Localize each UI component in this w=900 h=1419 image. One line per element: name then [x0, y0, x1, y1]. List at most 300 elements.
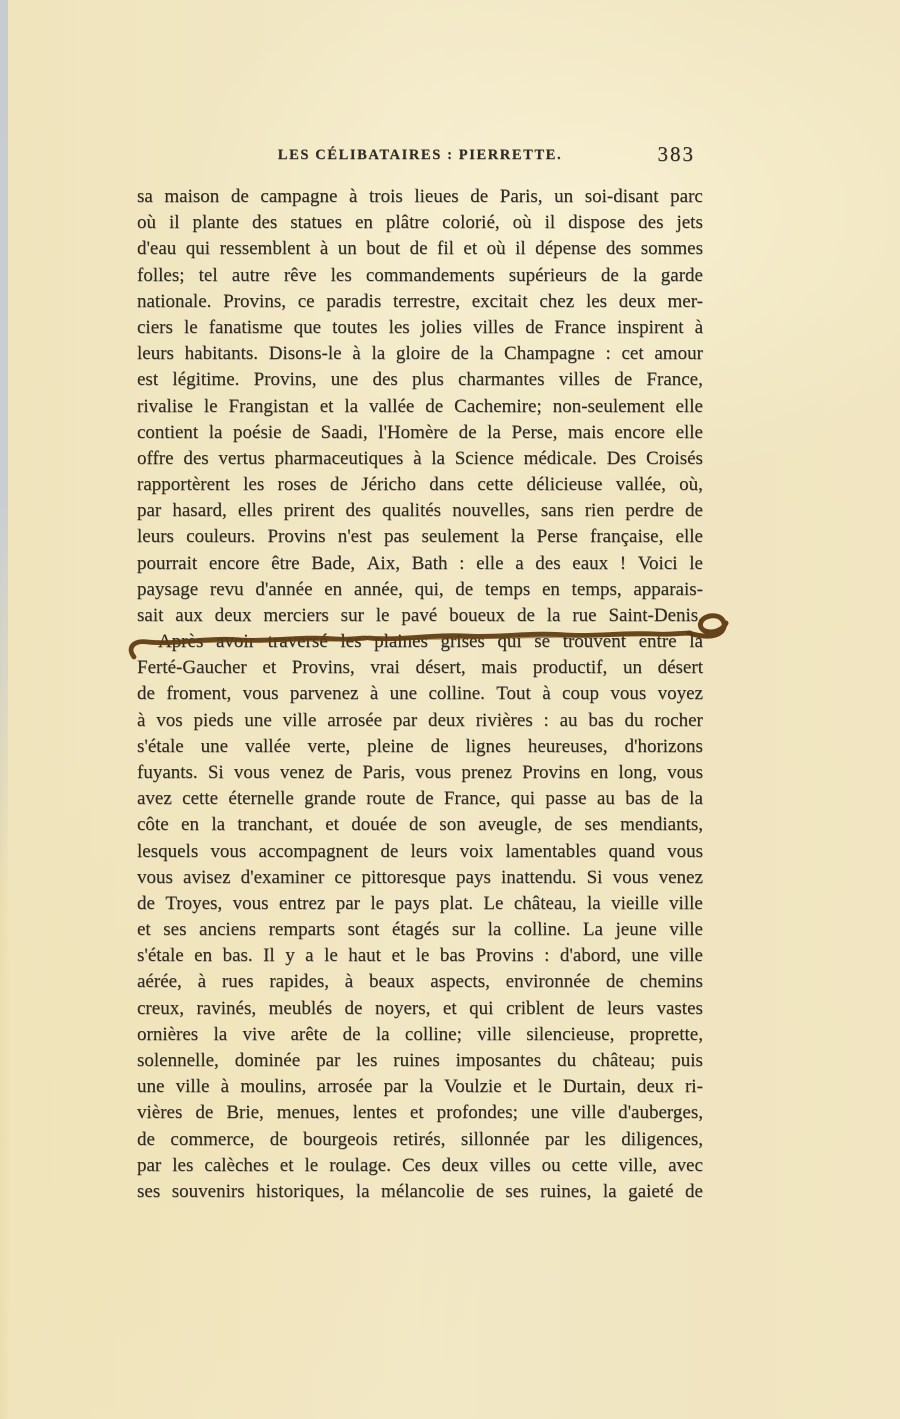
word: nouvelles, [452, 500, 530, 522]
word: lamentables [505, 840, 597, 862]
word: elle [476, 552, 504, 574]
word: sur [451, 919, 476, 941]
word: ce [297, 290, 315, 312]
text-line [137, 1102, 703, 1128]
word: ses [584, 814, 608, 836]
text-line [137, 317, 703, 343]
word: légitime. [172, 369, 240, 391]
word: a [515, 552, 524, 574]
word: vallée [369, 395, 415, 417]
word: au [559, 709, 578, 731]
word: année, [353, 578, 403, 600]
word: à [352, 343, 361, 365]
word: pleine [367, 735, 414, 757]
word: Provins [522, 761, 581, 783]
word: bas [588, 709, 614, 731]
word: château; [591, 1050, 656, 1071]
word: moulins, [240, 1076, 307, 1098]
word: trois [369, 186, 403, 207]
text-line [137, 526, 703, 552]
word: vous [612, 866, 649, 888]
word: avec [668, 1154, 703, 1176]
word: les [330, 264, 352, 286]
word: autre [231, 264, 270, 286]
word: de [614, 369, 633, 391]
word: par [544, 1128, 570, 1150]
text-line [137, 893, 703, 919]
word: aveugle, [478, 814, 542, 836]
word: il [168, 212, 180, 234]
word: le [370, 892, 385, 914]
word: ses [505, 1180, 529, 1202]
word: verte, [307, 735, 351, 757]
word: sans [540, 500, 574, 522]
word: France [554, 316, 606, 338]
word: ri- [684, 1076, 703, 1098]
text-line [137, 448, 703, 474]
word: de [137, 1128, 155, 1150]
word: vastes [656, 997, 703, 1019]
word: de [342, 1023, 361, 1045]
word: à [197, 971, 207, 993]
word: roses [277, 474, 317, 496]
word: cette [182, 788, 219, 810]
word: leurs [137, 343, 174, 365]
word: par [392, 709, 418, 731]
word: la [602, 1180, 617, 1202]
word: deux [441, 1154, 479, 1176]
word: apparais- [633, 578, 703, 600]
word: elle [675, 395, 703, 417]
word: vous [233, 761, 270, 783]
word: deux [427, 709, 465, 731]
word: chez [539, 290, 575, 312]
word: des [605, 238, 632, 260]
word: le [375, 605, 390, 626]
word: pieds [193, 709, 234, 731]
word: vières [137, 1102, 183, 1124]
text-line [137, 971, 703, 997]
word: ville, [618, 1154, 658, 1176]
word: ville [175, 1076, 210, 1098]
word: froment, [166, 683, 232, 705]
word: campagne [260, 186, 338, 207]
word: vous [210, 840, 247, 862]
word: vous [242, 683, 279, 705]
word: désert, [415, 657, 466, 679]
word: de [292, 421, 311, 443]
word: menues, [276, 1102, 340, 1124]
word: mélancolie [381, 1180, 465, 1202]
word: chemins [639, 971, 703, 993]
word: noyers, [374, 997, 431, 1019]
word: Brie, [226, 1102, 264, 1124]
word: vous [667, 840, 703, 862]
word: la [479, 343, 494, 365]
word: de [455, 578, 474, 600]
word: rêve [283, 264, 317, 286]
word: à [319, 238, 329, 260]
word: éternelle [228, 788, 294, 810]
text-line [137, 422, 703, 448]
word: française, [590, 526, 664, 548]
word: Troyes, [165, 892, 223, 914]
word: grises [440, 631, 485, 652]
word: il [544, 212, 556, 234]
word: n'est [337, 526, 372, 548]
word: Cachemire; [454, 395, 542, 417]
text-line [137, 343, 703, 369]
text-line [137, 212, 703, 238]
text-line [137, 186, 703, 212]
word: ville [477, 1023, 511, 1045]
word: la [375, 1023, 390, 1045]
text-line [137, 841, 703, 867]
word: pittoresque [361, 866, 446, 888]
word: de [685, 1180, 703, 1202]
word: et [279, 1154, 294, 1176]
word: criblent [505, 997, 564, 1019]
word: une [330, 369, 359, 391]
word: de [195, 1102, 214, 1124]
word: arrosée [327, 709, 383, 731]
word: la [211, 814, 226, 836]
word: sur [340, 605, 364, 626]
word: du [557, 1050, 577, 1071]
word: lesquels [137, 840, 199, 862]
word: maison [164, 186, 220, 207]
word: folles; [137, 264, 185, 286]
word: où [486, 238, 506, 260]
word: historiques, [256, 1180, 345, 1202]
word: pharmaceutiques [274, 447, 404, 469]
word: de [137, 683, 155, 705]
word: a [305, 945, 314, 967]
word: temps, [571, 578, 622, 600]
word: vous [415, 761, 452, 783]
word: de [605, 971, 624, 993]
word: : [543, 709, 549, 731]
word: avez [137, 788, 172, 810]
word: leurs [137, 526, 174, 548]
word: dispose [568, 212, 626, 234]
word: supérieurs [508, 264, 587, 286]
word: Paris, [362, 761, 406, 783]
text-line [137, 710, 703, 736]
word: sa [137, 186, 153, 207]
text-line [137, 396, 703, 422]
word: de [415, 788, 434, 810]
word: meublés [268, 997, 332, 1019]
word: d'année [255, 578, 313, 600]
word: sillonnée [460, 1128, 530, 1150]
word: les [172, 1154, 194, 1176]
word: mais [481, 657, 518, 679]
word: le [689, 552, 703, 574]
word: le [183, 316, 198, 338]
word: aérée, [137, 971, 182, 993]
word: diligences, [621, 1128, 703, 1150]
word: coup [562, 683, 599, 705]
word: garde [660, 264, 703, 286]
word: vieille [611, 892, 659, 914]
word: de [269, 1128, 288, 1150]
text-line [137, 369, 703, 395]
text-line [137, 1024, 703, 1050]
text-line [137, 579, 703, 605]
word: du [624, 709, 644, 731]
word: pas [383, 526, 410, 548]
word: cet [621, 343, 644, 365]
word: pavé [401, 605, 438, 626]
text-line [137, 1076, 703, 1102]
word: deux [214, 605, 252, 626]
word: proprette, [629, 1023, 703, 1045]
word: de [329, 474, 348, 496]
word: rue [572, 605, 597, 626]
word: voix [459, 840, 494, 862]
word: villes [558, 369, 600, 391]
word: de [458, 421, 477, 443]
word: bourgeois [303, 1128, 378, 1150]
word: mer- [667, 290, 703, 312]
word: la [208, 421, 223, 443]
word: de [430, 735, 449, 757]
word: à [542, 683, 551, 705]
word: le [203, 395, 218, 417]
word: pourrait [137, 552, 198, 574]
word: sommes [640, 238, 703, 260]
word: gloire [395, 343, 441, 365]
word: et [463, 238, 478, 260]
text-line [137, 919, 703, 945]
word: fil [437, 238, 454, 260]
word: commerce, [170, 1128, 255, 1150]
word: par [335, 892, 360, 914]
text-line [137, 553, 703, 579]
word: productif, [532, 657, 608, 679]
word: des [638, 212, 664, 234]
word: Après [158, 631, 204, 652]
word: délicieuse [526, 474, 603, 496]
word: Ces [401, 1154, 431, 1176]
word: jets [676, 212, 703, 234]
word: des [372, 369, 398, 391]
word: et [325, 814, 339, 836]
word: par [137, 1154, 162, 1176]
text-line [137, 1050, 703, 1076]
word: Saint-Denis. [608, 605, 703, 626]
word: médicale. [523, 447, 597, 469]
word: Jéricho [361, 474, 416, 496]
word: Provins [475, 945, 534, 967]
word: à [348, 186, 358, 207]
word: hasard, [172, 500, 227, 522]
word: accompagnent [258, 840, 369, 862]
word: château, [513, 892, 577, 914]
word: vos [156, 709, 183, 731]
word: de [685, 500, 703, 522]
word: les [584, 1128, 606, 1150]
word: la [546, 605, 561, 626]
word: ville [669, 945, 703, 967]
word: Bath [411, 552, 448, 574]
word: et [137, 919, 151, 941]
word: profondes; [436, 1102, 518, 1124]
word: imposantes [455, 1050, 542, 1071]
text-line [137, 762, 703, 788]
text-line [137, 291, 703, 317]
word: où, [679, 474, 703, 496]
word: Saadi, [320, 421, 368, 443]
word: bas [439, 945, 466, 967]
word: la [355, 1180, 370, 1202]
word: de [380, 840, 399, 862]
word: contient [137, 421, 199, 443]
word: une [389, 683, 418, 705]
word: charmantes [458, 369, 545, 391]
word: de [137, 892, 155, 914]
word: de [450, 343, 469, 365]
word: le [304, 1154, 319, 1176]
word: à [344, 971, 354, 993]
word: eaux [572, 552, 609, 574]
word: souvenirs [171, 1180, 245, 1202]
word: ornières [137, 1023, 199, 1045]
text-line [137, 238, 703, 264]
word: colline. [428, 683, 485, 705]
word: de [334, 761, 353, 783]
word: nationale. [137, 290, 212, 312]
word: ciers [137, 316, 173, 338]
word: Paris, [499, 186, 543, 207]
word: avoir [215, 631, 256, 652]
text-line [137, 631, 703, 657]
word: revu [209, 578, 244, 600]
word: mendiants, [620, 814, 703, 836]
word: aux [175, 605, 203, 626]
word: qui [469, 997, 494, 1019]
word: vous [667, 761, 703, 783]
word: silencieuse, [526, 1023, 615, 1045]
word: Voulzie [444, 1076, 502, 1098]
word: les [356, 1050, 378, 1071]
word: prenez [461, 761, 512, 783]
word: de [470, 186, 489, 207]
word: la [213, 1023, 228, 1045]
word: passe [545, 788, 587, 810]
word: la [689, 631, 703, 652]
word: ses [163, 919, 187, 941]
word: et [409, 1102, 424, 1124]
word: en [181, 814, 199, 836]
word: rapportèrent [137, 474, 230, 496]
word: des [535, 552, 561, 574]
word: encore [614, 421, 665, 443]
word: de [425, 395, 444, 417]
word: des [345, 500, 371, 522]
word: lignes [465, 735, 511, 757]
word: dans [429, 474, 465, 496]
word: heureuses, [527, 735, 608, 757]
word: venez [658, 866, 703, 888]
word: plaines [374, 631, 428, 652]
word: mais [567, 421, 604, 443]
scanner-edge-shadow [0, 0, 8, 900]
word: les [243, 474, 265, 496]
word: qui [497, 631, 522, 652]
word: offre [137, 447, 174, 469]
word: étagés [391, 919, 440, 941]
word: à [220, 1076, 230, 1098]
word: la [371, 343, 386, 365]
word: villes [489, 1154, 531, 1176]
word: deux [636, 1076, 674, 1098]
word: Provins, [291, 657, 355, 679]
word: Il [263, 945, 275, 967]
word: qui [510, 788, 536, 810]
word: vive [242, 1023, 276, 1045]
word: à [694, 316, 703, 338]
word: France, [646, 369, 703, 391]
word: rapides, [269, 971, 329, 993]
word: la [431, 447, 445, 469]
word: plante [192, 212, 239, 234]
word: habitants. [184, 343, 259, 365]
word: quand [608, 840, 655, 862]
word: pays [394, 892, 430, 914]
word: de [576, 997, 595, 1019]
word: gaieté [628, 1180, 674, 1202]
word: de [525, 316, 544, 338]
word: Durtain, [562, 1076, 626, 1098]
word: Disons-le [268, 343, 342, 365]
word: ou [541, 1154, 561, 1176]
word: les [388, 316, 410, 338]
word: ruines [393, 1050, 440, 1071]
word: ville [571, 1102, 606, 1124]
text-line [137, 998, 703, 1024]
word: de [409, 238, 428, 260]
word: une [200, 735, 229, 757]
word: ses [137, 1180, 161, 1202]
word: remparts [268, 919, 336, 941]
word: dépense [535, 238, 597, 260]
word: excitait [471, 290, 528, 312]
word: entrez [278, 892, 326, 914]
word: Si [207, 761, 224, 783]
word: vrai [370, 657, 400, 679]
word: la [632, 264, 647, 286]
text-line [137, 474, 703, 500]
word: ville [669, 919, 703, 941]
word: lieues [414, 186, 459, 207]
word: colline. [513, 919, 571, 941]
text-line [137, 1129, 703, 1155]
word: France, [443, 788, 501, 810]
word: côte [137, 814, 169, 836]
running-title: LES CÉLIBATAIRES : PIERRETTE. [277, 147, 563, 163]
word: l'Homère [378, 421, 449, 443]
word: qui, [414, 578, 444, 600]
word: encore [208, 552, 260, 574]
text-line [137, 788, 703, 814]
text-line [137, 683, 703, 709]
word: vous [610, 683, 647, 705]
word: le [537, 1076, 552, 1098]
word: le [415, 945, 430, 967]
word: de [554, 814, 573, 836]
